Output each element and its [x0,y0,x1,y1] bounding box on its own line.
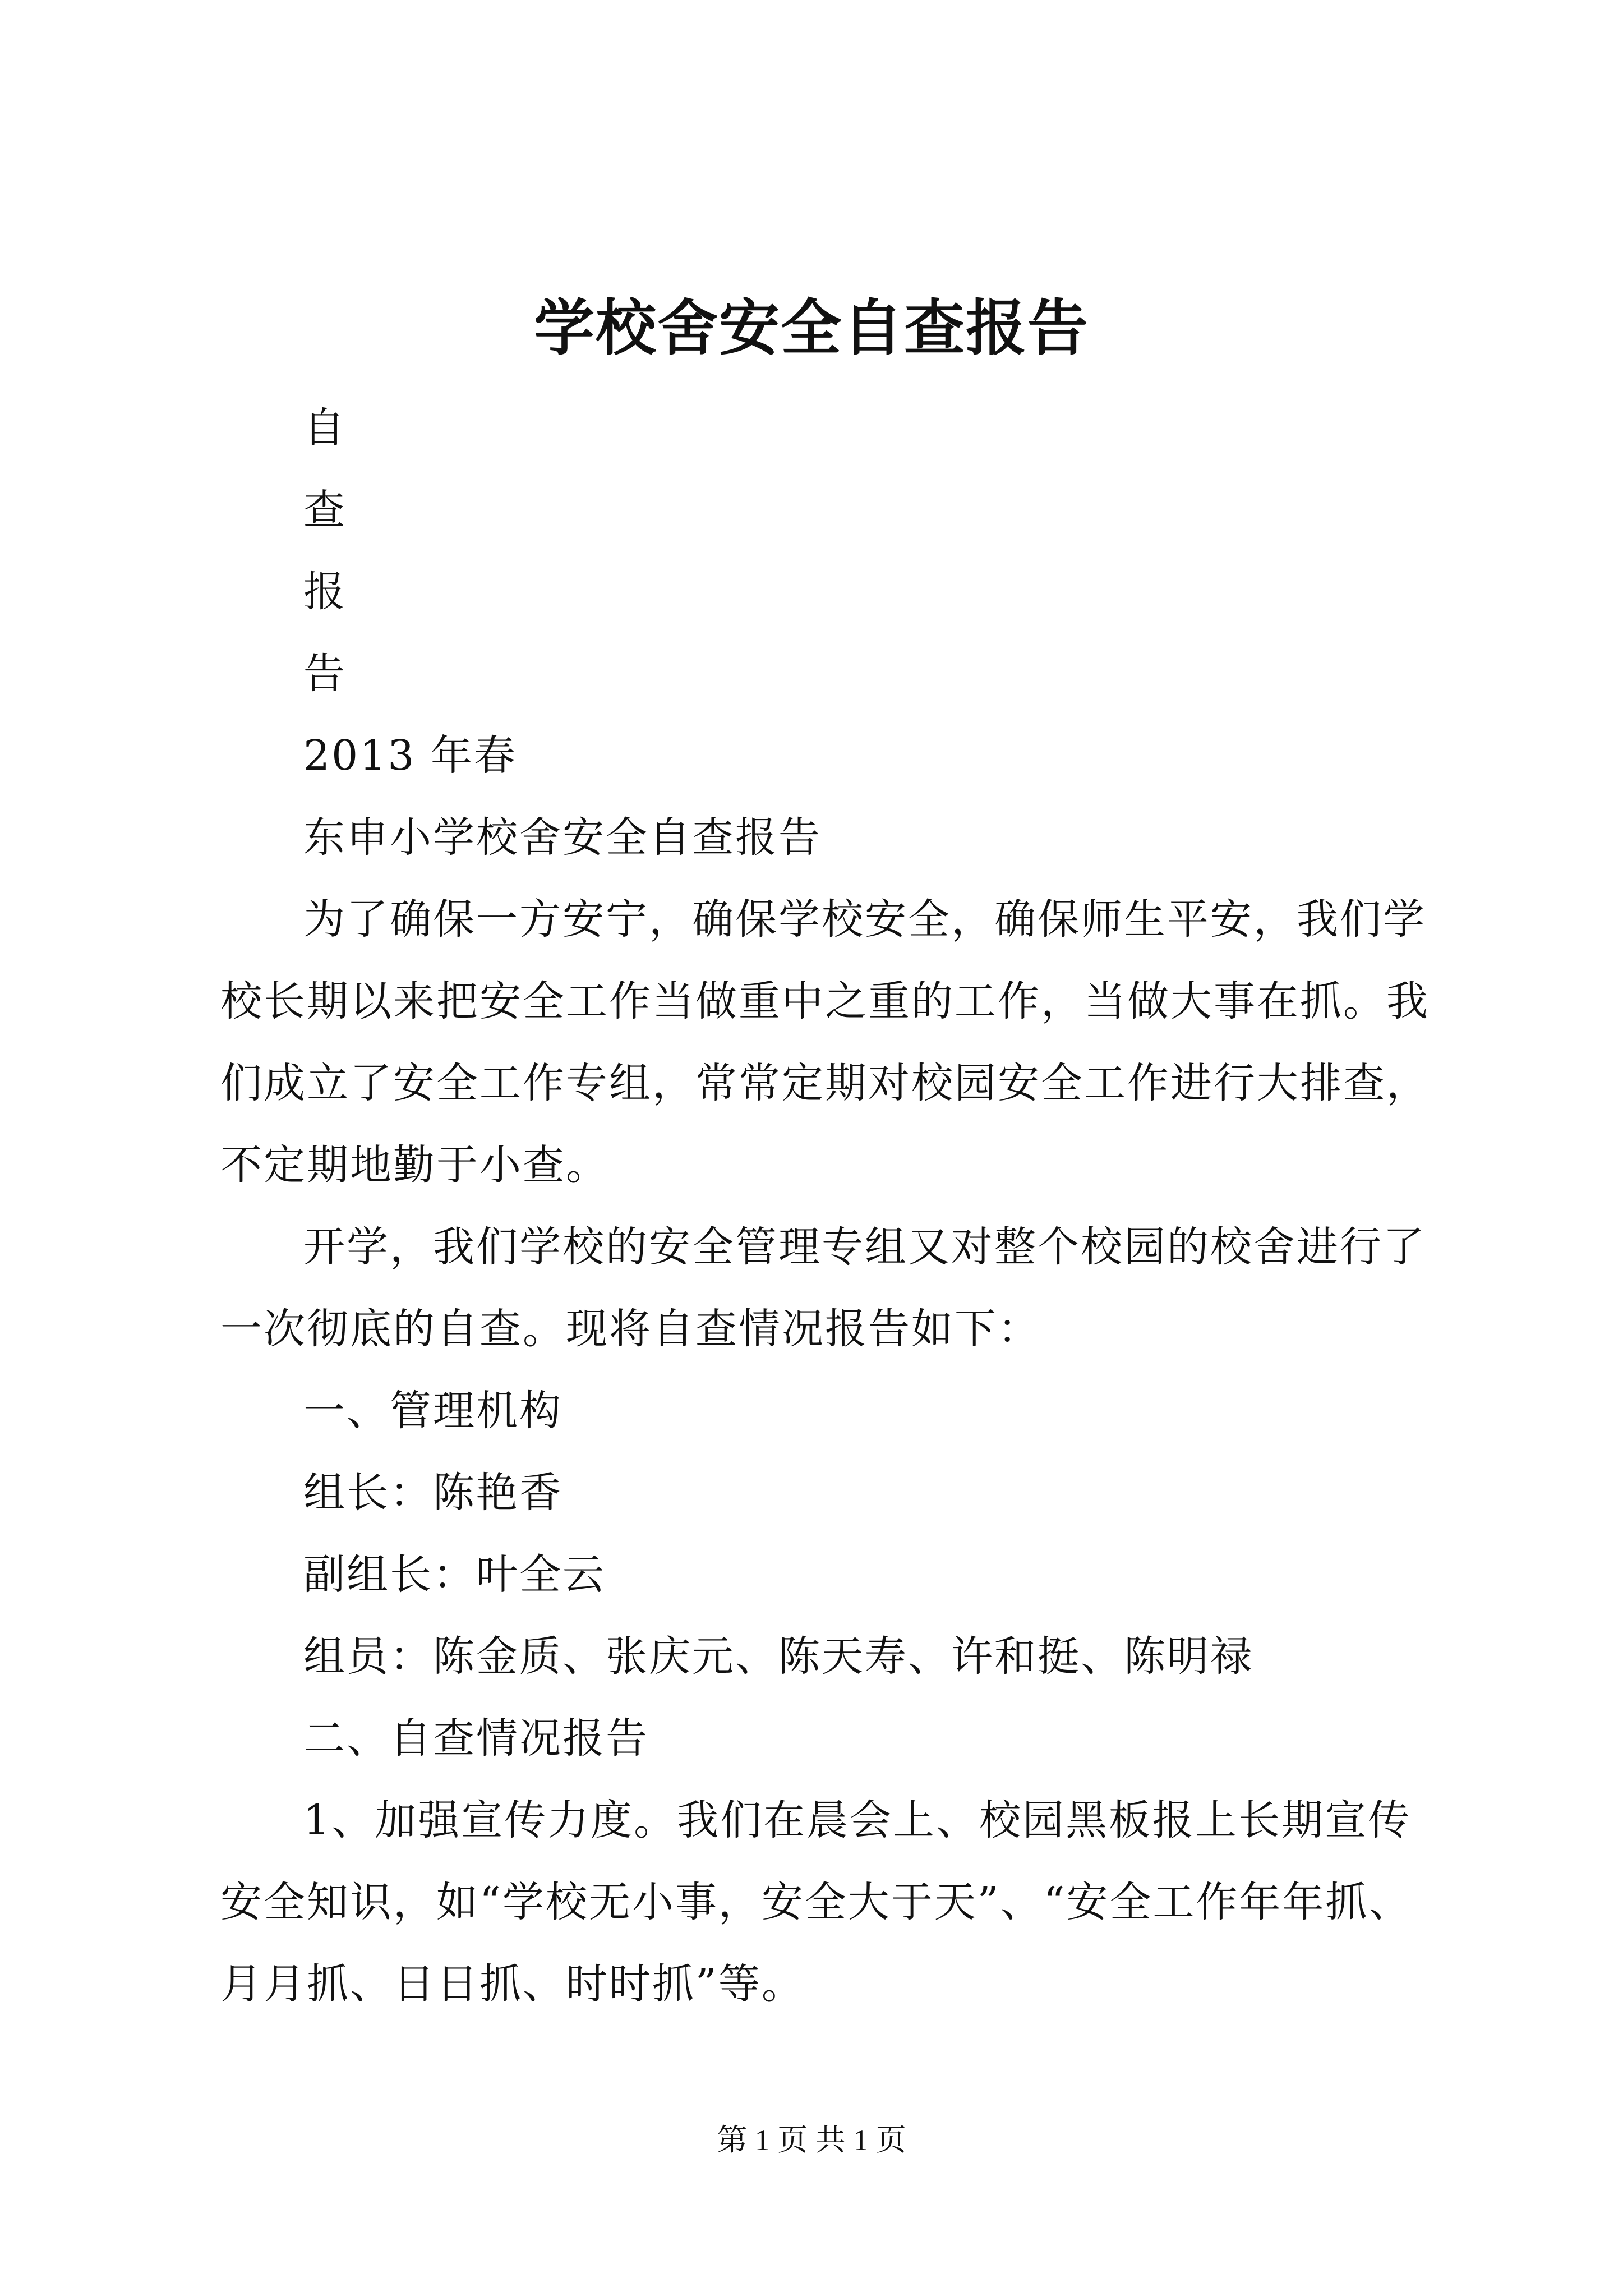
members-line: 组员：陈金质、张庆元、陈天寿、许和挺、陈明禄 [303,1632,1253,1681]
intro-paragraph [220,878,1430,1206]
intro-line-2: 校长期以来把安全工作当做重中之重的工作，当做大事在抓。我 [220,977,1430,1025]
opening-paragraph [220,1206,1426,1370]
vertical-label-char-2: 查 [303,486,347,534]
report-subtitle: 东申小学校舍安全自查报告 [303,813,822,862]
opening-line-1: 开学，我们学校的安全管理专组又对整个校园的校舍进行了 [303,1223,1426,1271]
document-body [220,387,1430,2025]
item-1-paragraph [220,1779,1426,2025]
section-2-heading: 二、自查情况报告 [303,1714,649,1763]
report-date: 2013 年春 [303,731,517,780]
vertical-label-char-1: 自 [303,404,347,452]
intro-line-4: 不定期地勤于小查。 [220,1141,609,1189]
opening-line-2: 一次彻底的自查。现将自查情况报告如下： [220,1305,1041,1353]
leader-line: 组长：陈艳香 [303,1469,562,1517]
item-1-line-3: 月月抓、日日抓、时时抓”等。 [220,1960,805,2008]
vertical-label-char-4: 告 [303,650,347,698]
intro-line-3: 们成立了安全工作专组，常常定期对校园安全工作进行大排查， [220,1059,1430,1107]
page-footer: 第 1 页 共 1 页 [717,2123,906,2157]
document-title: 学校舍安全自查报告 [533,293,1089,364]
section-1-heading: 一、管理机构 [303,1387,562,1435]
item-1-line-2: 安全知识，如“学校无小事，安全大于天”、“安全工作年年抓、 [220,1878,1412,1926]
deputy-leader-line: 副组长：叶全云 [303,1550,606,1599]
item-1-line-1: 1、加强宣传力度。我们在晨会上、校园黑板报上长期宣传 [303,1796,1412,1844]
intro-line-1: 为了确保一方安宁，确保学校安全，确保师生平安，我们学 [303,895,1426,944]
vertical-label-char-3: 报 [303,568,347,616]
